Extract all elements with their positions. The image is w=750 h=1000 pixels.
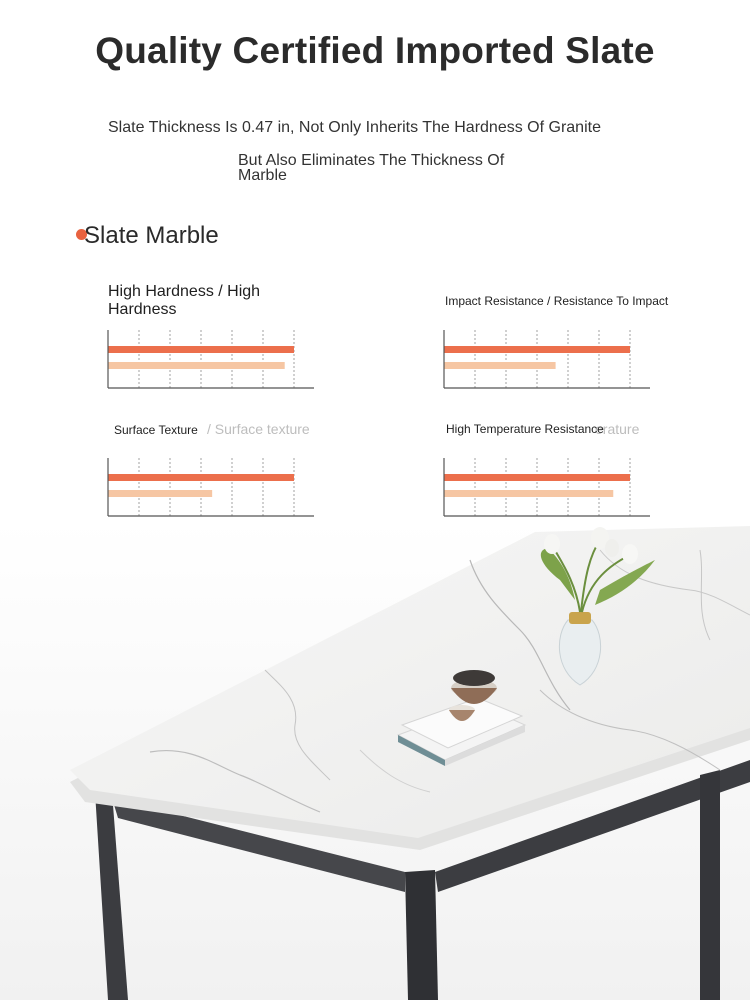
subtitle-line-2: But Also Eliminates The Thickness Of Marble [238,152,505,184]
bar [444,362,556,369]
bar [444,346,630,353]
bar [108,490,212,497]
chart-impact [444,328,654,392]
chart-temperature [444,456,654,520]
chart-hardness [108,328,318,392]
page-title: Quality Certified Imported Slate [95,30,655,71]
product-photo [0,520,750,1000]
chart-title: Surface Texture [114,423,198,437]
chart-surface [108,456,318,520]
bar [108,362,285,369]
bar [444,490,613,497]
bar [108,346,294,353]
chart-ghost-label: erature [595,421,640,437]
chart-ghost-label: / Surface texture [207,421,310,437]
bar [108,474,294,481]
chart-title: High Hardness / High Hardness [108,283,261,318]
subtitle-line-1: Slate Thickness Is 0.47 in, Not Only Inherits The Hardness Of Granite [108,119,601,136]
chart-title: High Temperature Resistance [446,422,604,436]
chart-title: Impact Resistance / Resistance To Impact [445,294,669,308]
bar [444,474,630,481]
section-title: Slate Marble [84,222,219,249]
